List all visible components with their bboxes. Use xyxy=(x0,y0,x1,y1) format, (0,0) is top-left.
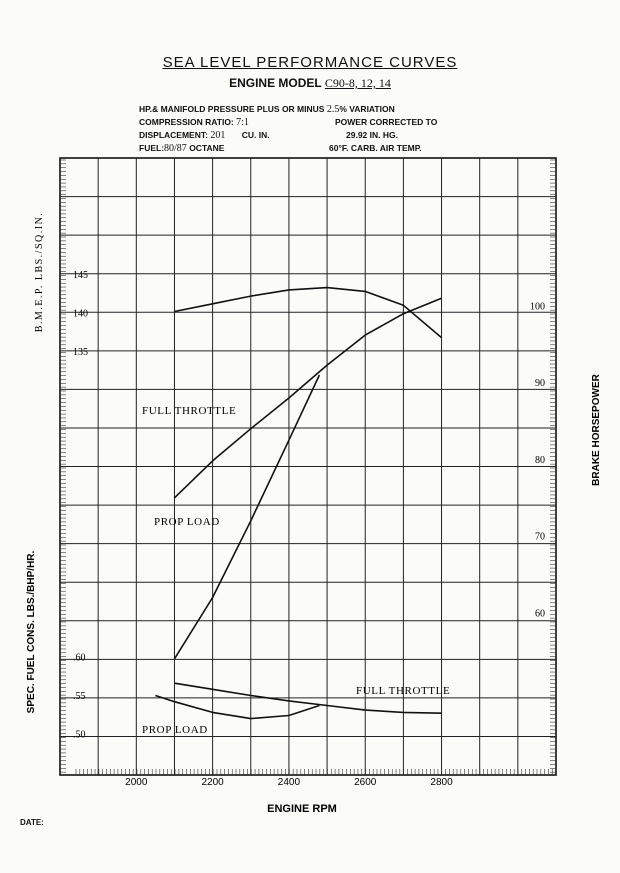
bhp-tick-label: 60 xyxy=(535,608,545,620)
power-corrected-line-1: POWER CORRECTED TO xyxy=(335,117,438,127)
sfc-tick-label: .60 xyxy=(73,652,86,664)
x-tick-label: 2600 xyxy=(354,777,377,788)
fuel-unit: OCTANE xyxy=(189,143,225,153)
series-label-bhp-prop-load: PROP LOAD xyxy=(154,516,220,528)
fuel-value: 80/87 xyxy=(164,143,187,154)
power-corrected-line-2: 29.92 IN. HG. xyxy=(346,130,398,140)
date-label: DATE: xyxy=(20,818,44,827)
hp-manifold-label: HP.& MANIFOLD PRESSURE PLUS OR MINUS xyxy=(139,104,325,114)
variation-unit: % VARIATION xyxy=(339,104,395,114)
displacement-unit: CU. IN. xyxy=(241,130,270,140)
series-label-bhp-full-throttle: FULL THROTTLE xyxy=(142,405,237,417)
bmep-tick-label: 145 xyxy=(73,270,88,281)
x-axis-title: ENGINE RPM xyxy=(267,803,337,815)
series-label-sfc-prop-load: PROP LOAD xyxy=(142,724,208,736)
compression-label: COMPRESSION RATIO: xyxy=(139,117,234,127)
bmep-tick-label: 140 xyxy=(73,308,88,320)
bhp-tick-label: 100 xyxy=(530,301,545,313)
engine-model-value: C90-8, 12, 14 xyxy=(324,76,391,90)
x-tick-label: 2800 xyxy=(430,777,453,788)
bhp-tick-label: 90 xyxy=(535,378,545,390)
fuel-label: FUEL: xyxy=(139,143,165,153)
series-label-sfc-full-throttle: FULL THROTTLE xyxy=(356,685,451,697)
power-corrected-line-3: 60°F. CARB. AIR TEMP. xyxy=(329,143,422,153)
bhp-tick-label: 80 xyxy=(535,454,545,466)
variation-value: 2.5 xyxy=(326,104,340,115)
bhp-tick-label: 70 xyxy=(535,531,545,543)
bmep-axis-title: B.M.E.P. LBS./SQ.IN. xyxy=(34,211,45,333)
x-tick-label: 2200 xyxy=(201,777,224,788)
series-line-sfc-prop-load xyxy=(155,696,319,719)
sfc-axis-title: SPEC. FUEL CONS. LBS./BHP/HR. xyxy=(26,550,37,714)
compression-value: 7:1 xyxy=(236,117,249,128)
bmep-tick-label: 135 xyxy=(73,347,88,358)
chart-title: SEA LEVEL PERFORMANCE CURVES xyxy=(162,54,458,71)
engine-model-label: ENGINE MODEL xyxy=(229,76,322,90)
bhp-axis-title: BRAKE HORSEPOWER xyxy=(591,374,602,486)
sfc-tick-label: .55 xyxy=(73,691,86,702)
x-tick-label: 2400 xyxy=(277,777,301,788)
displacement-label: DISPLACEMENT: xyxy=(139,130,208,140)
x-tick-label: 2000 xyxy=(125,777,148,788)
displacement-value: 201 xyxy=(210,130,226,141)
sfc-tick-label: .50 xyxy=(73,729,86,741)
